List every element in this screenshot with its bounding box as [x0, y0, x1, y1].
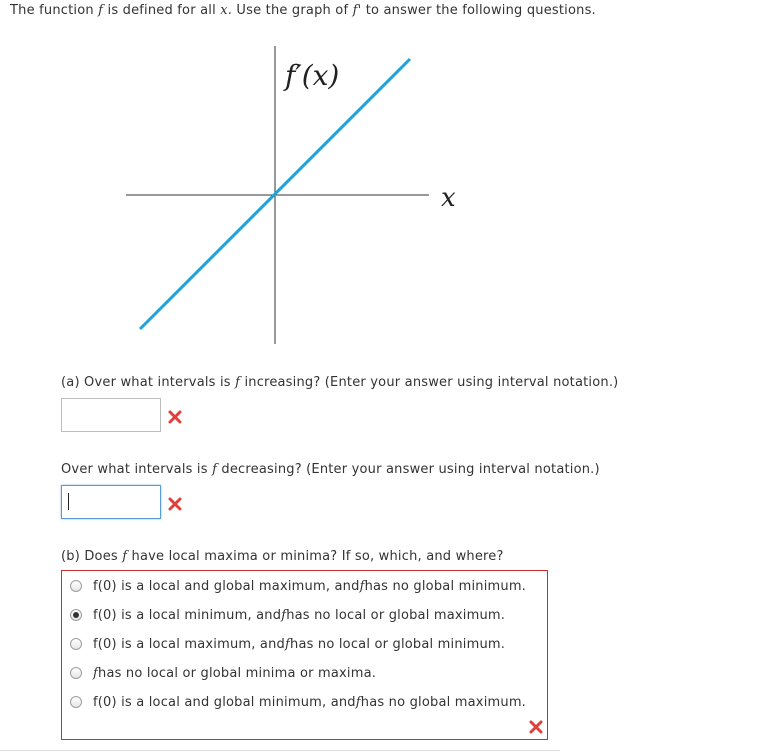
choice-text: f(0) is a local minimum, and — [93, 607, 282, 623]
x-axis-label: x — [441, 183, 456, 213]
extrema-post: have local maxima or minima? If so, which, and where? — [127, 549, 504, 564]
text-caret — [68, 493, 69, 510]
bottom-divider — [0, 750, 560, 751]
incorrect-icon — [529, 720, 543, 734]
radio-button[interactable] — [70, 609, 82, 621]
choice-f: f — [281, 607, 287, 623]
increasing-question — [61, 375, 618, 390]
choice-text: f(0) is a local and global maximum, and — [93, 578, 360, 594]
radio-button[interactable] — [70, 580, 82, 592]
increasing-f: f — [235, 375, 241, 390]
question-fprime: f' — [352, 3, 362, 18]
decreasing-post: decreasing? (Enter your answer using interval notation.) — [217, 462, 600, 477]
choice-text: has no global maximum. — [360, 694, 527, 710]
choice-f: f — [285, 636, 291, 652]
decreasing-question — [61, 462, 600, 477]
decreasing-pre: Over what intervals is — [61, 462, 213, 477]
incorrect-icon — [168, 497, 182, 511]
derivative-graph — [120, 40, 456, 350]
choice-f: f — [355, 694, 361, 710]
choice-option-1[interactable] — [70, 576, 526, 596]
radio-button[interactable] — [70, 667, 82, 679]
choice-text: has no local or global minimum. — [290, 636, 506, 652]
extrema-question — [61, 549, 504, 564]
question-part1: The function — [10, 3, 99, 18]
extrema-pre: (b) Does — [61, 549, 123, 564]
radio-button[interactable] — [70, 696, 82, 708]
choice-text: has no global minimum. — [364, 578, 527, 594]
choice-text: has no local or global minima or maxima. — [98, 665, 377, 681]
y-axis-label: f′(x) — [285, 59, 340, 92]
question-part4: to answer the following questions. — [361, 3, 596, 18]
increasing-post: increasing? (Enter your answer using interval notation.) — [240, 375, 619, 390]
choice-text: has no local or global maximum. — [286, 607, 506, 623]
incorrect-icon — [168, 410, 182, 424]
question-x: x — [220, 3, 228, 18]
choice-f: f — [93, 665, 99, 681]
choice-text: f(0) is a local and global minimum, and — [93, 694, 356, 710]
question-part3: . Use the graph of — [227, 3, 353, 18]
choice-f: f — [359, 578, 365, 594]
radio-button[interactable] — [70, 638, 82, 650]
choice-option-5[interactable] — [70, 692, 526, 712]
choice-option-3[interactable] — [70, 634, 505, 654]
choice-option-4[interactable] — [70, 663, 376, 683]
decreasing-answer-input[interactable] — [61, 485, 161, 519]
question-part2: is defined for all — [103, 3, 221, 18]
decreasing-f: f — [212, 462, 218, 477]
extrema-f: f — [122, 549, 128, 564]
question-f: f — [98, 3, 104, 18]
choice-text: f(0) is a local maximum, and — [93, 636, 285, 652]
decreasing-answer-wrapper — [61, 485, 161, 519]
question-text — [10, 3, 596, 18]
choice-option-2[interactable] — [70, 605, 505, 625]
increasing-pre: (a) Over what intervals is — [61, 375, 236, 390]
choices-box — [61, 570, 548, 740]
increasing-answer-input[interactable] — [61, 398, 161, 432]
